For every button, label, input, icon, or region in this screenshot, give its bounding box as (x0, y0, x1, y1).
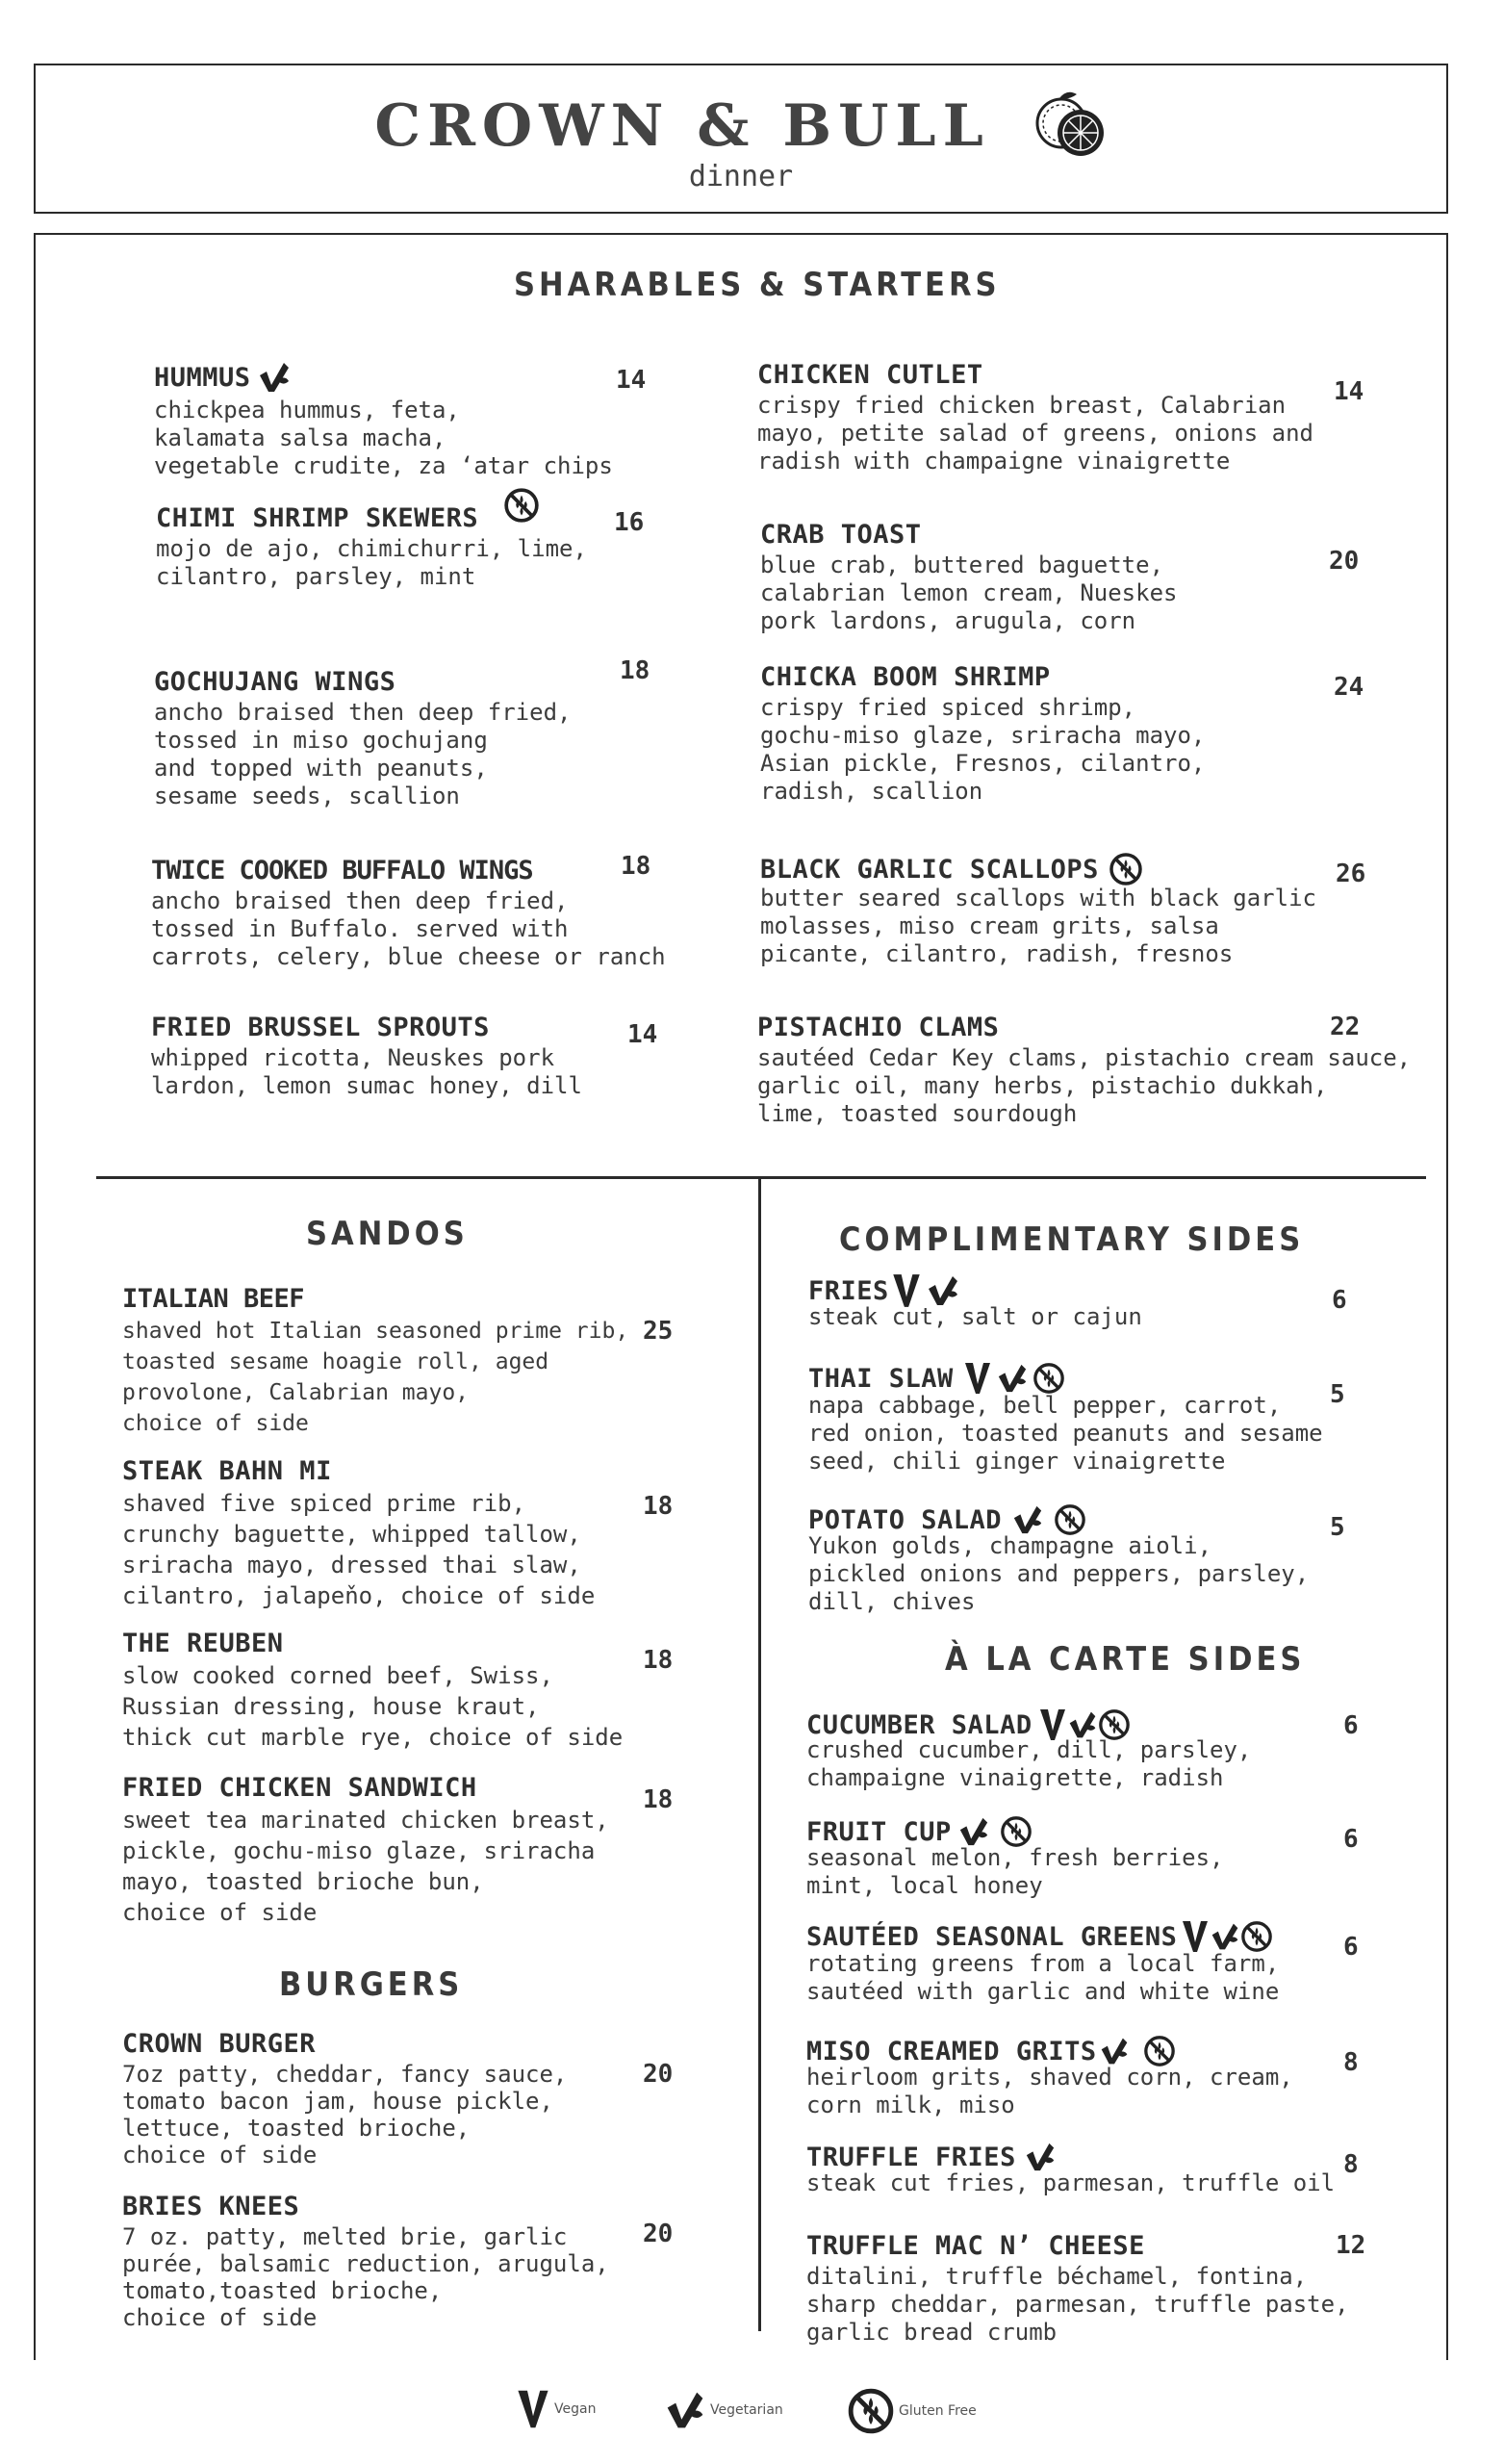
restaurant-name: CROWN & BULL (374, 92, 990, 160)
item-description: crushed cucumber, dill, parsley, champaigne vinaigrette, radish (806, 1736, 1252, 1791)
item-name: FRIES (808, 1275, 889, 1306)
legend-vegan-label: Vegan (554, 2401, 597, 2417)
item-description: steak cut fries, parmesan, truffle oil (806, 2169, 1336, 2196)
menu-item-fries (808, 1272, 1347, 1331)
menu-item-sauteed-greens (806, 1919, 1345, 2006)
item-name: FRIED BRUSSEL SPROUTS (151, 1013, 490, 1042)
vegan-icon (963, 1361, 992, 1396)
menu-item-potato-salad (808, 1503, 1347, 1616)
legend-vegan (516, 2387, 596, 2431)
comp-sides-title: COMPLIMENTARY SIDES (839, 1220, 1305, 1259)
item-name: HUMMUS (154, 362, 251, 393)
item-name: FRUIT CUP (806, 1816, 952, 1847)
menu-item-chicken-cutlet (757, 360, 1335, 475)
starters-title: SHARABLES & STARTERS (514, 266, 1001, 304)
menu-subtitle: dinner (688, 160, 794, 193)
menu-item-bries-knees (122, 2192, 661, 2331)
item-description: sweet tea marinated chicken breast, pickle, gochu-miso glaze, sriracha mayo, toasted brioche bun, choice of side (122, 1807, 609, 1926)
item-price: 18 (643, 1646, 674, 1675)
item-price: 5 (1330, 1513, 1345, 1542)
item-description: crispy fried chicken breast, Calabrian mayo, petite salad of greens, onions and radish with champaigne vinaigrette (757, 392, 1313, 475)
vegetarian-icon (1011, 1503, 1044, 1536)
item-price: 25 (643, 1317, 674, 1346)
gluten-free-icon (1109, 852, 1143, 886)
item-name: PISTACHIO CLAMS (757, 1013, 1000, 1042)
item-price: 12 (1336, 2231, 1366, 2260)
item-price: 14 (616, 366, 647, 395)
item-price: 16 (614, 508, 645, 537)
gluten-free-icon (847, 2387, 895, 2435)
item-name: POTATO SALAD (808, 1504, 1003, 1535)
vegetarian-icon (1024, 2141, 1057, 2173)
menu-item-gochujang-wings (154, 667, 693, 810)
alacarte-sides-title: À LA CARTE SIDES (945, 1640, 1306, 1679)
item-name: CROWN BURGER (122, 2029, 317, 2059)
item-name: CHIMI SHRIMP SKEWERS (156, 503, 479, 533)
menu-item-italian-beef (122, 1284, 661, 1439)
item-name: ITALIAN BEEF (122, 1284, 305, 1314)
menu-item-the-reuben (122, 1629, 661, 1753)
item-name: CRAB TOAST (760, 520, 922, 550)
burgers-title: BURGERS (279, 1965, 464, 2004)
item-price: 6 (1343, 1933, 1359, 1962)
item-name: THE REUBEN (122, 1629, 284, 1658)
gluten-free-icon (503, 487, 540, 524)
item-description: steak cut, salt or cajun (808, 1303, 1142, 1330)
item-price: 6 (1332, 1286, 1347, 1315)
gluten-free-icon (1143, 2035, 1176, 2067)
vegetarian-icon (664, 2387, 706, 2433)
menu-item-truffle-fries (806, 2141, 1384, 2197)
item-name: CHICKEN CUTLET (757, 360, 983, 390)
item-name: TWICE COOKED BUFFALO WINGS (151, 856, 533, 886)
vegetarian-icon (257, 360, 292, 395)
item-name: TRUFFLE FRIES (806, 2142, 1016, 2172)
item-description: butter seared scallops with black garlic molasses, miso cream grits, salsa picante, cilantro, radish, fresnos (760, 885, 1316, 967)
item-name: BLACK GARLIC SCALLOPS (760, 854, 1099, 885)
legend-vegetarian-label: Vegetarian (710, 2402, 783, 2418)
item-price: 24 (1334, 673, 1364, 702)
section-divider-vertical (758, 1176, 761, 2331)
vegan-icon (516, 2387, 550, 2431)
vegetarian-icon (996, 1362, 1029, 1395)
item-price: 8 (1343, 2048, 1359, 2077)
item-price: 14 (627, 1020, 658, 1049)
vegetarian-icon (1210, 1921, 1240, 1952)
gluten-free-icon (1000, 1815, 1032, 1848)
legend-vegetarian (664, 2387, 783, 2433)
item-description: Yukon golds, champagne aioli, pickled onions and peppers, parsley, dill, chives (808, 1532, 1310, 1615)
item-name: SAUTÉED SEASONAL GREENS (806, 1921, 1178, 1952)
item-price: 6 (1343, 1825, 1359, 1854)
menu-item-fruit-cup (806, 1815, 1345, 1900)
item-description: sautéed Cedar Key clams, pistachio cream sauce, garlic oil, many herbs, pistachio dukkah, lime, toasted sourdough (757, 1044, 1412, 1127)
menu-item-crown-burger (122, 2029, 661, 2169)
item-description: chickpea hummus, feta, kalamata salsa macha, vegetable crudite, za ‘atar chips (154, 397, 613, 479)
item-price: 20 (643, 2060, 674, 2089)
item-price: 18 (621, 852, 651, 881)
menu-item-buffalo-wings (151, 856, 690, 971)
item-price: 18 (643, 1785, 674, 1814)
item-name: CHICKA BOOM SHRIMP (760, 662, 1051, 692)
item-description: ancho braised then deep fried, tossed in Buffalo. served with carrots, celery, blue cheese or ranch (151, 887, 666, 970)
menu-item-fried-chicken-sandwich (122, 1773, 661, 1928)
item-description: ancho braised then deep fried, tossed in miso gochujang and topped with peanuts, sesame seeds, scallion (154, 699, 572, 809)
vegetarian-icon (957, 1815, 990, 1848)
item-description: blue crab, buttered baguette, calabrian lemon cream, Nueskes pork lardons, arugula, corn (760, 552, 1178, 634)
gluten-free-icon (1032, 1362, 1065, 1395)
item-name: STEAK BAHN MI (122, 1456, 332, 1486)
menu-item-truffle-mac (806, 2231, 1384, 2347)
item-name: FRIED CHICKEN SANDWICH (122, 1773, 477, 1803)
legend-gluten-free-label: Gluten Free (899, 2403, 977, 2419)
item-description: shaved five spiced prime rib, crunchy baguette, whipped tallow, sriracha mayo, dressed thai slaw, cilantro, jalapeňo, choice of side (122, 1490, 596, 1609)
item-description: whipped ricotta, Neuskes pork lardon, lemon sumac honey, dill (151, 1044, 582, 1099)
menu-item-chicka-boom-shrimp (760, 662, 1299, 806)
legend-gluten-free (847, 2387, 977, 2435)
item-description: napa cabbage, bell pepper, carrot, red onion, toasted peanuts and sesame seed, chili ginger vinaigrette (808, 1392, 1323, 1475)
menu-item-brussel-sprouts (151, 1013, 690, 1100)
item-description: 7 oz. patty, melted brie, garlic purée, balsamic reduction, arugula, tomato,toasted brioche, choice of side (122, 2223, 609, 2331)
gluten-free-icon (1054, 1503, 1086, 1536)
vegetarian-icon (1099, 2036, 1130, 2066)
item-description: ditalini, truffle béchamel, fontina, sharp cheddar, parmesan, truffle paste, garlic bread crumb (806, 2263, 1349, 2346)
menu-item-black-garlic-scallops (760, 852, 1338, 968)
item-price: 8 (1343, 2150, 1359, 2179)
item-name: TRUFFLE MAC N’ CHEESE (806, 2231, 1145, 2261)
item-description: rotating greens from a local farm, sautéed with garlic and white wine (806, 1950, 1280, 2005)
item-price: 18 (643, 1492, 674, 1521)
item-price: 20 (643, 2220, 674, 2248)
item-name: THAI SLAW (808, 1363, 954, 1394)
header-box (34, 64, 1448, 214)
section-divider-horizontal (96, 1176, 1426, 1179)
item-price: 14 (1334, 377, 1364, 406)
dietary-legend (0, 2387, 1504, 2445)
menu-item-pistachio-clams (757, 1013, 1412, 1128)
item-name: BRIES KNEES (122, 2192, 300, 2221)
vegan-icon (1181, 1919, 1210, 1954)
item-description: crispy fried spiced shrimp, gochu-miso glaze, sriracha mayo, Asian pickle, Fresnos, cilantro, radish, scallion (760, 694, 1206, 805)
menu-item-miso-grits (806, 2035, 1345, 2119)
item-price: 6 (1343, 1711, 1359, 1740)
item-name: GOCHUJANG WINGS (154, 667, 396, 697)
item-price: 26 (1336, 860, 1366, 888)
item-description: shaved hot Italian seasoned prime rib, toasted sesame hoagie roll, aged provolone, Calabrian mayo, choice of side (122, 1319, 629, 1436)
menu-item-crab-toast (760, 520, 1299, 635)
item-price: 18 (620, 656, 650, 685)
item-price: 22 (1330, 1013, 1361, 1041)
menu-item-thai-slaw (808, 1361, 1347, 1476)
item-description: mojo de ajo, chimichurri, lime, cilantro, parsley, mint (156, 535, 587, 590)
sandos-title: SANDOS (306, 1215, 469, 1253)
item-price: 5 (1330, 1380, 1345, 1409)
menu-item-hummus (154, 360, 693, 480)
item-name: MISO CREAMED GRITS (806, 2036, 1097, 2066)
item-description: seasonal melon, fresh berries, mint, local honey (806, 1844, 1224, 1899)
gluten-free-icon (1240, 1920, 1273, 1953)
menu-item-steak-bahn-mi (122, 1456, 661, 1611)
item-name: CUCUMBER SALAD (806, 1709, 1032, 1740)
item-description: heirloom grits, shaved corn, cream, corn milk, miso (806, 2064, 1293, 2118)
item-description: 7oz patty, cheddar, fancy sauce, tomato bacon jam, house pickle, lettuce, toasted brioche, choice of side (122, 2061, 568, 2169)
menu-item-cucumber-salad (806, 1707, 1345, 1792)
item-price: 20 (1329, 547, 1360, 576)
item-description: slow cooked corned beef, Swiss, Russian dressing, house kraut, thick cut marble rye, choice of side (122, 1662, 624, 1751)
